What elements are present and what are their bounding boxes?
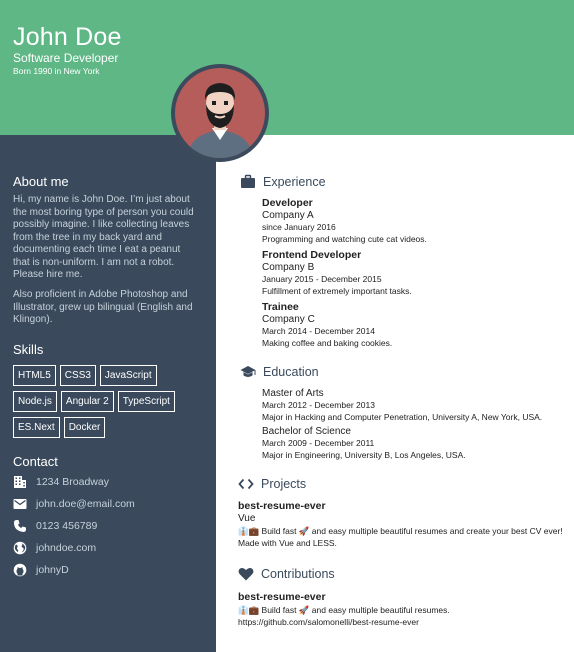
project-desc: 👔💼 Build fast 🚀 and easy multiple beautiful resumes and create your best CV ever! Made with Vue and LESS. xyxy=(238,526,563,548)
contact-phone-text[interactable]: 0123 456789 xyxy=(36,520,98,532)
header-banner xyxy=(0,0,574,135)
experience-desc: Making coffee and baking cookies. xyxy=(262,338,393,348)
avatar xyxy=(171,64,269,162)
education-desc: Major in Engineering, University B, Los Angeles, USA. xyxy=(262,450,466,460)
experience-dates: January 2015 - December 2015 xyxy=(262,274,382,284)
project-tech: Vue xyxy=(238,513,256,524)
contact-email[interactable] xyxy=(13,496,135,512)
contact-website[interactable] xyxy=(13,540,96,556)
main-content xyxy=(216,135,574,652)
contribution-item xyxy=(238,591,568,628)
contact-phone[interactable] xyxy=(13,518,97,534)
projects-heading-text: Projects xyxy=(261,477,307,491)
education-dates: March 2012 - December 2013 xyxy=(262,400,375,410)
experience-title: Frontend Developer xyxy=(262,249,362,261)
skill-tag: Angular 2 xyxy=(61,391,114,412)
avatar-illustration xyxy=(175,68,265,158)
experience-item xyxy=(262,301,572,349)
contact-website-text[interactable]: johndoe.com xyxy=(36,542,97,554)
education-heading xyxy=(240,364,319,380)
experience-dates: since January 2016 xyxy=(262,222,336,232)
building-icon xyxy=(13,475,27,489)
person-born: Born 1990 in New York xyxy=(13,66,100,76)
contact-address xyxy=(13,474,109,490)
experience-item xyxy=(262,197,572,245)
skills-list xyxy=(13,365,208,443)
contributions-heading xyxy=(238,566,335,582)
graduation-cap-icon xyxy=(240,364,256,380)
heart-icon xyxy=(238,566,254,582)
contact-heading: Contact xyxy=(13,454,58,469)
experience-dates: March 2014 - December 2014 xyxy=(262,326,375,336)
education-heading-text: Education xyxy=(263,365,319,379)
contribution-name: best-resume-ever xyxy=(238,591,326,603)
contribution-desc: 👔💼 Build fast 🚀 and easy multiple beautiful resumes. xyxy=(238,605,450,615)
education-degree: Bachelor of Science xyxy=(262,426,351,437)
contribution-url[interactable]: https://github.com/salomonelli/best-resume-ever xyxy=(238,617,419,627)
project-item xyxy=(238,500,568,549)
education-item xyxy=(262,425,572,461)
phone-icon xyxy=(13,519,27,533)
skill-tag: JavaScript xyxy=(100,365,157,386)
experience-item xyxy=(262,249,572,297)
experience-heading-text: Experience xyxy=(263,175,326,189)
experience-title: Trainee xyxy=(262,301,299,313)
education-desc: Major in Hacking and Computer Penetration, University A, New York, USA. xyxy=(262,412,543,422)
briefcase-icon xyxy=(240,174,256,190)
about-text-extra: Also proficient in Adobe Photoshop and Illustrator, grew up bilingual (English and Klingon). xyxy=(13,289,193,325)
experience-desc: Programming and watching cute cat videos. xyxy=(262,234,427,244)
experience-company: Company C xyxy=(262,314,315,325)
education-dates: March 2009 - December 2011 xyxy=(262,438,375,448)
contact-github[interactable] xyxy=(13,562,69,578)
contact-address-text: 1234 Broadway xyxy=(36,476,109,488)
envelope-icon xyxy=(13,497,27,511)
education-degree: Master of Arts xyxy=(262,388,324,399)
contributions-heading-text: Contributions xyxy=(261,567,335,581)
contact-github-text[interactable]: johnyD xyxy=(36,564,69,576)
skill-tag: CSS3 xyxy=(60,365,96,386)
education-item xyxy=(262,387,572,423)
person-role: Software Developer xyxy=(13,51,119,65)
person-name: John Doe xyxy=(13,23,122,51)
about-heading: About me xyxy=(13,174,69,189)
skill-tag: ES.Next xyxy=(13,417,60,438)
skill-tag: Docker xyxy=(64,417,106,438)
skills-heading: Skills xyxy=(13,342,44,357)
github-icon xyxy=(13,563,27,577)
code-icon xyxy=(238,476,254,492)
about-text: Hi, my name is John Doe. I’m just about the most boring type of person you could possibly imagine. I like collecting leaves from the tree in my back yard and documenting each time I eat a peanut that is non-uniform. I am not a robot. Please hire me. xyxy=(13,194,194,280)
experience-desc: Fulfillment of extremely important tasks. xyxy=(262,286,412,296)
sidebar xyxy=(0,135,216,652)
experience-company: Company B xyxy=(262,262,315,273)
project-name: best-resume-ever xyxy=(238,500,326,512)
globe-icon xyxy=(13,541,27,555)
projects-heading xyxy=(238,476,306,492)
experience-title: Developer xyxy=(262,197,313,209)
skill-tag: TypeScript xyxy=(118,391,175,412)
experience-company: Company A xyxy=(262,210,314,221)
experience-heading xyxy=(240,174,326,190)
contact-email-text[interactable]: john.doe@email.com xyxy=(36,498,135,510)
skill-tag: HTML5 xyxy=(13,365,56,386)
skill-tag: Node.js xyxy=(13,391,57,412)
